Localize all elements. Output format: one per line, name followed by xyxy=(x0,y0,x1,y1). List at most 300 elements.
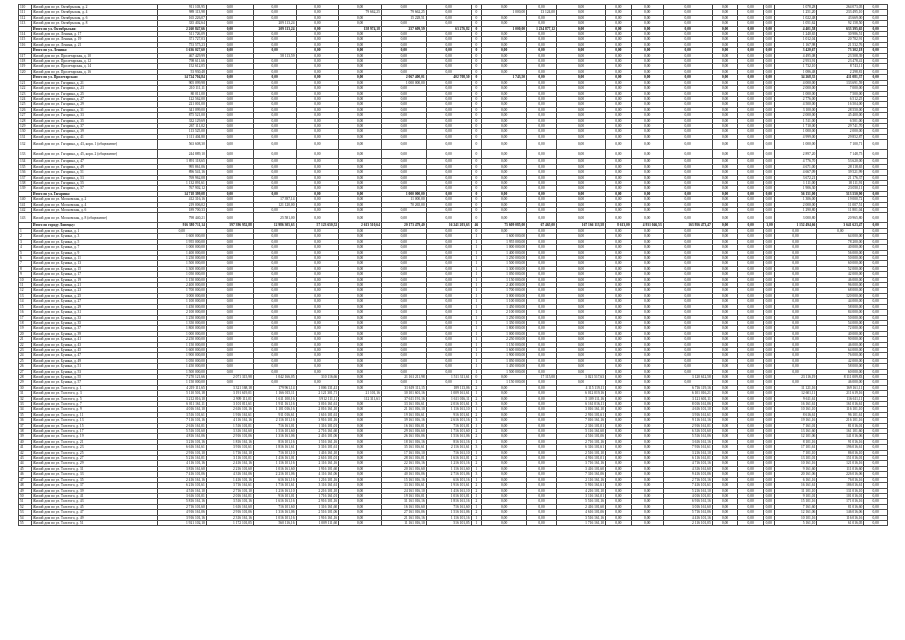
value-cell: 0,00 xyxy=(253,369,296,374)
value-cell: 0,00 xyxy=(381,42,426,47)
value-cell: 0,00 xyxy=(712,493,738,498)
value-cell: 3 212 016,10 xyxy=(157,396,206,401)
value-cell: 0,00 xyxy=(738,102,764,107)
value-cell: 11 101,10 xyxy=(774,488,817,493)
value-cell: 4 616 101,10 xyxy=(663,407,712,412)
value-cell: 0,00 xyxy=(763,80,774,85)
value-cell: 0 xyxy=(471,229,482,234)
value-cell: 0,00 xyxy=(864,213,888,223)
value-cell: 4 316 161,06 xyxy=(206,472,253,477)
value-cell: 0,00 xyxy=(712,385,738,390)
value-cell: 0,00 xyxy=(663,191,712,196)
value-cell: 0,00 xyxy=(864,223,888,229)
value-cell: 0,00 xyxy=(339,86,382,91)
value-cell: 0,00 xyxy=(631,134,663,139)
value-cell: 8 616,61 xyxy=(774,412,817,417)
value-cell: 22 161 016,16 xyxy=(381,461,426,466)
value-cell: 0,00 xyxy=(606,429,632,434)
value-cell: 0,00 xyxy=(556,80,605,85)
value-cell: 1 150 000,00 xyxy=(157,380,206,385)
value-cell: 221 001,00 xyxy=(157,102,206,107)
value-cell: 0,00 xyxy=(606,140,632,150)
value-cell: 0,00 xyxy=(606,320,632,325)
value-cell: 30 101 601,16 xyxy=(381,391,426,396)
value-cell: 0,00 xyxy=(738,213,764,223)
value-cell: 0,00 xyxy=(712,277,738,282)
row-number-cell: 43 xyxy=(19,456,32,461)
value-cell: 0,00 xyxy=(738,412,764,417)
value-cell: 6 316 101,60 xyxy=(663,429,712,434)
value-cell: 0,00 xyxy=(738,337,764,342)
value-cell: 0,00 xyxy=(606,26,632,31)
value-cell: 0,00 xyxy=(631,364,663,369)
value-cell: 0,00 xyxy=(206,304,253,309)
value-cell: 0,00 xyxy=(864,102,888,107)
value-cell: 0,00 xyxy=(253,380,296,385)
value-cell: 0,00 xyxy=(738,483,764,488)
value-cell: 0,00 xyxy=(253,123,296,128)
value-cell: 6 216 101,61 xyxy=(157,483,206,488)
value-cell: 0,00 xyxy=(426,21,471,26)
value-cell: 0,00 xyxy=(864,175,888,180)
row-number-cell: 134 xyxy=(19,159,32,164)
value-cell: 0,00 xyxy=(339,197,382,202)
value-cell: 0,00 xyxy=(527,283,557,288)
value-cell: 0,00 xyxy=(864,229,888,234)
value-cell: 0,00 xyxy=(738,180,764,185)
value-cell: 0,00 xyxy=(381,113,426,118)
value-cell: 0,00 xyxy=(864,10,888,15)
value-cell: 0,00 xyxy=(663,197,712,202)
value-cell: 0,00 xyxy=(864,396,888,401)
value-cell: 3 000 000,00 xyxy=(482,293,527,298)
value-cell: 0,00 xyxy=(631,170,663,175)
value-cell: 0 xyxy=(471,208,482,213)
value-cell: 0 xyxy=(471,53,482,58)
value-cell: 0,00 xyxy=(206,164,253,169)
value-cell: 0,00 xyxy=(556,175,605,180)
value-cell: 1 250 000,00 xyxy=(157,256,206,261)
value-cell: 0,00 xyxy=(763,412,774,417)
row-number-cell: 7 xyxy=(19,261,32,266)
value-cell: 2 116 161,16 xyxy=(556,477,605,482)
value-cell: 1 350 000,00 xyxy=(482,320,527,325)
value-cell: 0,00 xyxy=(606,412,632,417)
value-cell: 1 xyxy=(471,293,482,298)
value-cell: 516 101,05 xyxy=(426,520,471,525)
value-cell: 7 916 161,61 xyxy=(663,445,712,450)
value-cell: 3 516 161,16 xyxy=(556,515,605,520)
value-cell: 0,00 xyxy=(339,450,382,455)
value-cell: 0,00 xyxy=(631,75,663,80)
value-cell: 0,00 xyxy=(763,493,774,498)
value-cell: 1 911 161,16 xyxy=(253,402,296,407)
value-cell: 0,00 xyxy=(527,391,557,396)
value-cell: 0,00 xyxy=(296,320,339,325)
value-cell: 0,00 xyxy=(339,75,382,80)
value-cell: 1 716 101,60 xyxy=(426,429,471,434)
value-cell: 3 116 161,01 xyxy=(556,493,605,498)
value-cell: 0 xyxy=(471,37,482,42)
value-cell: 0,00 xyxy=(426,180,471,185)
value-cell: 0,00 xyxy=(606,10,632,15)
value-cell: 2 716 101,60 xyxy=(157,504,206,509)
value-cell: 0,00 xyxy=(663,293,712,298)
value-cell: 0,00 xyxy=(381,353,426,358)
value-cell: 6 316 101,61 xyxy=(556,445,605,450)
value-cell: 0,00 xyxy=(712,353,738,358)
value-cell: 0,00 xyxy=(527,32,557,37)
row-number-cell: 29 xyxy=(19,380,32,385)
value-cell: 0,00 xyxy=(631,21,663,26)
value-cell: 23 508,39 xyxy=(817,53,864,58)
row-number-cell: 121 xyxy=(19,80,32,85)
value-cell: 133 691,59 xyxy=(817,80,864,85)
row-number-cell: 49 xyxy=(19,488,32,493)
value-cell: 0,00 xyxy=(738,499,764,504)
value-cell: 28 118,65 xyxy=(817,164,864,169)
value-cell: 1 416 161,10 xyxy=(426,488,471,493)
value-cell: 0,00 xyxy=(864,369,888,374)
value-cell: 0,00 xyxy=(296,42,339,47)
value-cell: 616 161,16 xyxy=(253,477,296,482)
value-cell: 116 611,11 xyxy=(817,396,864,401)
value-cell: 0,00 xyxy=(606,213,632,223)
value-cell: 0,00 xyxy=(381,69,426,74)
value-cell: 0,00 xyxy=(606,191,632,196)
value-cell: 0,00 xyxy=(774,229,817,234)
value-cell: 0,00 xyxy=(738,477,764,482)
value-cell: 0,00 xyxy=(253,59,296,64)
value-cell: 1 050 000,00 xyxy=(157,272,206,277)
value-cell: 0,00 xyxy=(426,191,471,196)
value-cell: 0,00 xyxy=(864,347,888,352)
row-number-cell: 20 xyxy=(19,331,32,336)
value-cell: 1 616 161,16 xyxy=(253,499,296,504)
value-cell: 0,00 xyxy=(712,483,738,488)
value-cell: 0,00 xyxy=(426,380,471,385)
value-cell: 0,00 xyxy=(738,234,764,239)
value-cell: 0,00 xyxy=(763,283,774,288)
value-cell: 0,00 xyxy=(864,407,888,412)
value-cell: 2 716 101,16 xyxy=(556,439,605,444)
value-cell: 2 xyxy=(471,488,482,493)
value-cell: 189 113,06 xyxy=(426,385,471,390)
value-cell: 1 xyxy=(471,310,482,315)
value-cell: 23 050,11 xyxy=(817,186,864,191)
value-cell: 1 116 161,60 xyxy=(426,466,471,471)
value-cell: 0,00 xyxy=(738,380,764,385)
value-cell: 0 xyxy=(471,86,482,91)
value-cell: 0,00 xyxy=(482,118,527,123)
value-cell: 0,00 xyxy=(527,42,557,47)
value-cell: 0,00 xyxy=(339,456,382,461)
value-cell: 0,00 xyxy=(339,320,382,325)
value-cell: 0,00 xyxy=(631,42,663,47)
value-cell: 0,00 xyxy=(426,272,471,277)
value-cell: 0,00 xyxy=(774,299,817,304)
value-cell: 0,00 xyxy=(527,520,557,525)
value-cell: 2 516 101,06 xyxy=(296,510,339,515)
address-cell: Жилой дом по ул. Толстого, д. 39 xyxy=(31,488,157,493)
value-cell: 0,00 xyxy=(381,140,426,150)
address-cell: Жилой дом по ул. Гагарина, д. 39 xyxy=(31,129,157,134)
value-cell: 0,00 xyxy=(631,229,663,234)
value-cell: 0,00 xyxy=(774,293,817,298)
value-cell: 0,00 xyxy=(527,202,557,207)
value-cell: 0,00 xyxy=(763,213,774,223)
value-cell: 0,00 xyxy=(864,472,888,477)
value-cell: 0,00 xyxy=(339,149,382,159)
value-cell: 0,00 xyxy=(206,86,253,91)
value-cell: 0,00 xyxy=(606,385,632,390)
value-cell: 0,00 xyxy=(606,380,632,385)
value-cell: 9 161,60 xyxy=(774,466,817,471)
value-cell: 0,00 xyxy=(631,64,663,69)
value-cell: 1 xyxy=(471,439,482,444)
value-cell: 335 402,64 xyxy=(157,21,206,26)
value-cell: 0,00 xyxy=(738,272,764,277)
value-cell: 46 000,00 xyxy=(817,277,864,282)
value-cell: 0,00 xyxy=(296,180,339,185)
address-cell: Жилой дом по ул. Гагарина, д. 57 xyxy=(31,186,157,191)
address-cell: Жилой дом по ул. Бунина, д. 41 xyxy=(31,337,157,342)
value-cell: 0,00 xyxy=(663,42,712,47)
value-cell: 0,00 xyxy=(253,342,296,347)
value-cell: 0,00 xyxy=(763,42,774,47)
value-cell: 1 086,48 xyxy=(774,69,817,74)
value-cell: 560 116,16 xyxy=(253,520,296,525)
value-cell: 0,00 xyxy=(482,520,527,525)
value-cell: 40 000,00 xyxy=(817,245,864,250)
value-cell: 1 716 161,10 xyxy=(556,520,605,525)
value-cell: 0,00 xyxy=(631,107,663,112)
value-cell: 15 101,16 xyxy=(774,499,817,504)
value-cell: 0,00 xyxy=(556,256,605,261)
value-cell: 1 166 015,11 xyxy=(253,391,296,396)
value-cell: 0,00 xyxy=(864,326,888,331)
value-cell: 0,00 xyxy=(738,15,764,20)
value-cell: 3 000 000,00 xyxy=(157,293,206,298)
value-cell: 0,00 xyxy=(426,91,471,96)
value-cell: 0,00 xyxy=(381,159,426,164)
value-cell: 0,00 xyxy=(631,337,663,342)
value-cell: 0,00 xyxy=(606,180,632,185)
value-cell: 1 xyxy=(471,369,482,374)
value-cell: 0,00 xyxy=(663,180,712,185)
address-cell: Жилой дом по ул. Пролетарская, д. 10 xyxy=(31,53,157,58)
value-cell: 0,00 xyxy=(864,266,888,271)
value-cell: 0,00 xyxy=(381,337,426,342)
value-cell: 0,00 xyxy=(296,59,339,64)
value-cell: 0,00 xyxy=(763,140,774,150)
value-cell: 0,00 xyxy=(482,374,527,379)
value-cell: 2 716 161,60 xyxy=(296,429,339,434)
value-cell: 0,00 xyxy=(763,159,774,164)
value-cell: 0 xyxy=(471,102,482,107)
address-cell: Жилой дом по ул. Бунина, д. 17 xyxy=(31,272,157,277)
value-cell: 1 600 000,00 xyxy=(482,234,527,239)
value-cell: 0,00 xyxy=(763,310,774,315)
value-cell: 0,00 xyxy=(864,520,888,525)
value-cell: 0,00 xyxy=(527,261,557,266)
value-cell: 0,00 xyxy=(556,288,605,293)
value-cell: 0,00 xyxy=(663,304,712,309)
value-cell: 0,00 xyxy=(606,202,632,207)
value-cell: 0,00 xyxy=(663,96,712,101)
value-cell: 0,00 xyxy=(631,175,663,180)
value-cell: 0,00 xyxy=(426,48,471,53)
value-cell: 0,00 xyxy=(763,208,774,213)
address-cell: Итого по ул. Ленина: xyxy=(31,48,157,53)
value-cell: 0,00 xyxy=(339,134,382,139)
value-cell: 116 101,10 xyxy=(817,407,864,412)
value-cell: 0 xyxy=(471,5,482,10)
value-cell: 0,00 xyxy=(738,461,764,466)
value-cell: 1 150 000,00 xyxy=(482,380,527,385)
value-cell: 0,00 xyxy=(712,80,738,85)
value-cell: 0,00 xyxy=(527,159,557,164)
value-cell: 0,00 xyxy=(426,170,471,175)
value-cell: 0,00 xyxy=(631,434,663,439)
value-cell: 0,00 xyxy=(763,288,774,293)
value-cell: 0,00 xyxy=(663,37,712,42)
value-cell: 0,00 xyxy=(381,186,426,191)
value-cell: 0,00 xyxy=(206,10,253,15)
value-cell: 0,00 xyxy=(864,477,888,482)
value-cell: 0,00 xyxy=(381,342,426,347)
value-cell: 0,00 xyxy=(296,107,339,112)
value-cell: 0,00 xyxy=(712,331,738,336)
value-cell: 0,00 xyxy=(339,342,382,347)
value-cell: 0,00 xyxy=(763,202,774,207)
value-cell: 0,00 xyxy=(606,456,632,461)
value-cell: 0,00 xyxy=(864,342,888,347)
value-cell: 2 xyxy=(471,385,482,390)
value-cell: 0,00 xyxy=(296,75,339,80)
value-cell: 798 440,21 xyxy=(157,213,206,223)
value-cell: 0,00 xyxy=(663,118,712,123)
value-cell: 0,00 xyxy=(556,113,605,118)
value-cell: 0,00 xyxy=(206,42,253,47)
value-cell: 0,00 xyxy=(527,299,557,304)
value-cell: 0,00 xyxy=(606,450,632,455)
value-cell: 0,00 xyxy=(206,353,253,358)
value-cell: 0,00 xyxy=(763,37,774,42)
value-cell: 3 912 111,11 xyxy=(296,396,339,401)
value-cell: 0,00 xyxy=(339,510,382,515)
value-cell: 0,00 xyxy=(606,293,632,298)
value-cell: 0,00 xyxy=(606,493,632,498)
value-cell: 3 516 101,16 xyxy=(206,499,253,504)
value-cell: 0,00 xyxy=(527,75,557,80)
value-cell: 0,00 xyxy=(864,488,888,493)
value-cell: 0,00 xyxy=(631,477,663,482)
value-cell: 0,00 xyxy=(712,283,738,288)
value-cell: 0,00 xyxy=(206,75,253,80)
value-cell: 1 xyxy=(471,315,482,320)
value-cell: 0,00 xyxy=(339,283,382,288)
value-cell: 0,00 xyxy=(527,59,557,64)
value-cell: 0,00 xyxy=(482,15,527,20)
value-cell: 0,00 xyxy=(712,140,738,150)
value-cell: 0,00 xyxy=(381,149,426,159)
value-cell: 0,00 xyxy=(774,310,817,315)
value-cell: 19 161 016,01 xyxy=(381,493,426,498)
address-cell: Жилой дом по ул. Бунина, д. 7 xyxy=(31,245,157,250)
value-cell: 1 xyxy=(471,331,482,336)
value-cell: 0,00 xyxy=(527,429,557,434)
value-cell: 0,00 xyxy=(712,64,738,69)
value-cell: 0,00 xyxy=(253,293,296,298)
value-cell: 5 109 111,16 xyxy=(556,396,605,401)
value-cell: 0,00 xyxy=(253,304,296,309)
value-cell: 0,00 xyxy=(663,239,712,244)
row-number-cell: 22 xyxy=(19,342,32,347)
value-cell: 0,00 xyxy=(527,510,557,515)
value-cell: 0,00 xyxy=(864,283,888,288)
value-cell: 16 504,00 xyxy=(817,102,864,107)
value-cell: 0,00 xyxy=(738,159,764,164)
value-cell: 0,00 xyxy=(339,374,382,379)
value-cell: 332 129,69 xyxy=(157,118,206,123)
value-cell: 158 974,18 xyxy=(339,26,382,31)
value-cell: 0,00 xyxy=(339,175,382,180)
value-cell: 0,00 xyxy=(663,149,712,159)
address-cell: Жилой дом по ул. Бунина, д. 15 xyxy=(31,266,157,271)
value-cell: 0,00 xyxy=(738,510,764,515)
value-cell: 0,00 xyxy=(556,197,605,202)
value-cell: 0,00 xyxy=(864,5,888,10)
value-cell: 0,00 xyxy=(738,202,764,207)
value-cell: 402 708,50 xyxy=(426,75,471,80)
value-cell: 0,00 xyxy=(253,310,296,315)
value-cell: 0,00 xyxy=(631,5,663,10)
value-cell: 0,00 xyxy=(482,229,527,234)
value-cell: 0,00 xyxy=(738,134,764,139)
value-cell: 0,00 xyxy=(527,186,557,191)
value-cell: 1 012,04 xyxy=(774,37,817,42)
value-cell: 0,00 xyxy=(253,208,296,213)
value-cell: 2 100 000,00 xyxy=(482,310,527,315)
value-cell: 0,00 xyxy=(774,380,817,385)
value-cell: 0,00 xyxy=(763,320,774,325)
address-cell: Жилой дом по ул. Гагарина, д. 33 xyxy=(31,113,157,118)
value-cell: 0,00 xyxy=(864,434,888,439)
value-cell: 0,00 xyxy=(631,272,663,277)
value-cell: 0,00 xyxy=(663,331,712,336)
value-cell: 0,00 xyxy=(763,134,774,139)
value-cell: 0,00 xyxy=(712,102,738,107)
value-cell: 0,00 xyxy=(763,256,774,261)
value-cell: 0,00 xyxy=(296,208,339,213)
value-cell: 0,00 xyxy=(296,118,339,123)
value-cell: 0,00 xyxy=(339,96,382,101)
row-number-cell: 38 xyxy=(19,429,32,434)
row-number-cell: 116 xyxy=(19,42,32,47)
value-cell: 0,00 xyxy=(763,326,774,331)
value-cell: 0,00 xyxy=(426,129,471,134)
value-cell: 1 416 161,10 xyxy=(296,450,339,455)
value-cell: 0,00 xyxy=(738,5,764,10)
value-cell: 0,00 xyxy=(426,10,471,15)
value-cell: 0,00 xyxy=(712,337,738,342)
row-number-cell: 11 xyxy=(19,283,32,288)
value-cell: 0,00 xyxy=(763,272,774,277)
value-cell: 0,00 xyxy=(864,149,888,159)
address-cell: Жилой дом по ул. Бунина, д. 13 xyxy=(31,261,157,266)
value-cell: 0,00 xyxy=(864,299,888,304)
